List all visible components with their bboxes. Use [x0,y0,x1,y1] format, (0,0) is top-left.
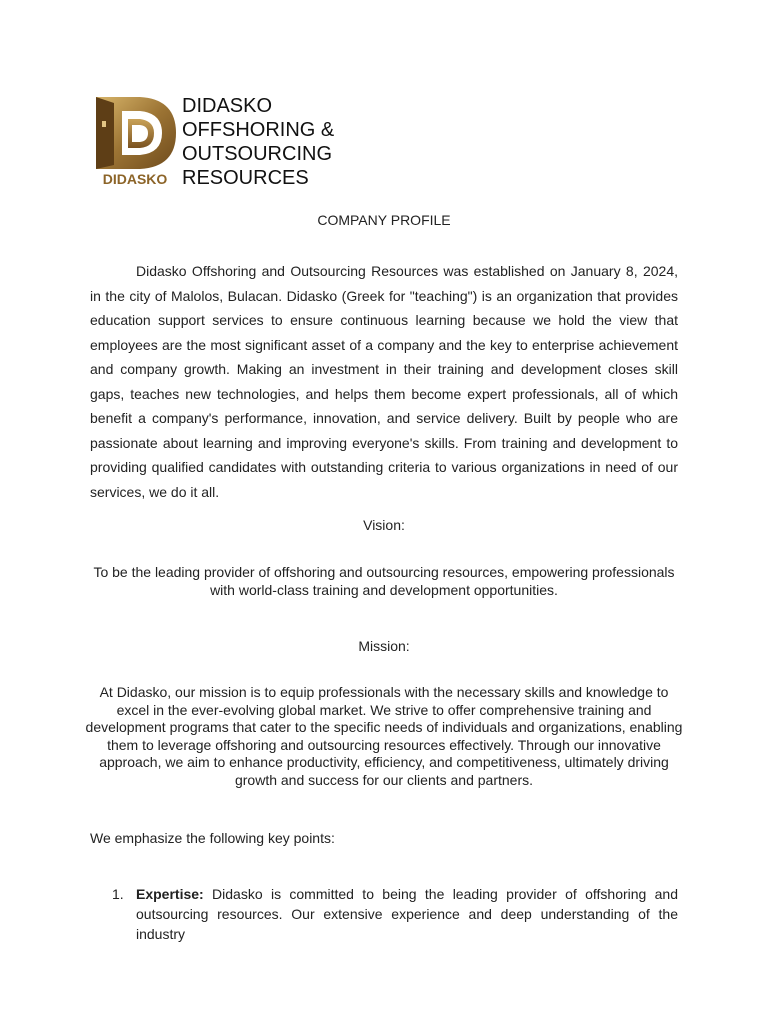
vision-heading: Vision: [363,517,405,533]
intro-paragraph: Didasko Offshoring and Outsourcing Resources was established on January 8, 2024, in the city of Malolos, Bulacan. Didasko (Greek for "teaching") is an organization that provides education support services to ensure continuous learning because we hold the view that employees are the most significant asset of a company and the key to enterprise achievement and company growth. Making an investment in their training and development closes skill gaps, teaches new technologies, and helps them become expert professionals, all of which benefit a company's performance, innovation, and service delivery. Built by people who are passionate about learning and improving everyone's skills. From training and development to providing qualified candidates with outstanding criteria to various organizations in need of our services, we do it all. [90,263,678,500]
list-item-text [136,884,678,944]
company-name-line: OUTSOURCING [182,143,332,165]
mission-text: At Didasko, our mission is to equip professionals with the necessary skills and knowledge to excel in the ever-evolving global market. We strive to offer comprehensive training and development programs that cater to the specific needs of individuals and organizations, enabling them to leverage offshoring and outsourcing resources effectively. Through our innovative approach, we aim to enhance productivity, efficiency, and competitiveness, ultimately driving growth and success for our clients and partners. [85,684,683,788]
mission-heading: Mission: [358,638,410,654]
profile-title: COMPANY PROFILE [317,212,451,228]
company-name-line: DIDASKO [182,95,273,117]
vision-text: To be the leading provider of offshoring and outsourcing resources, empowering professionals with world-class training and development opportunities. [93,564,675,598]
company-name-line: OFFSHORING & [182,119,335,141]
company-name [182,94,334,190]
list-item-number: 1. [112,886,124,902]
list-item-title: Expertise: [136,886,204,902]
company-name-line: RESOURCES [182,167,309,189]
key-points-list [112,884,678,944]
logo-wordmark: DIDASKO [102,171,168,187]
list-item [112,884,678,944]
didasko-logo [92,95,178,187]
key-points-intro: We emphasize the following key points: [90,830,335,846]
list-item-body: Didasko is committed to being the leading provider of offshoring and outsourcing resources. Our extensive experience and deep understanding of the industry [136,886,679,942]
